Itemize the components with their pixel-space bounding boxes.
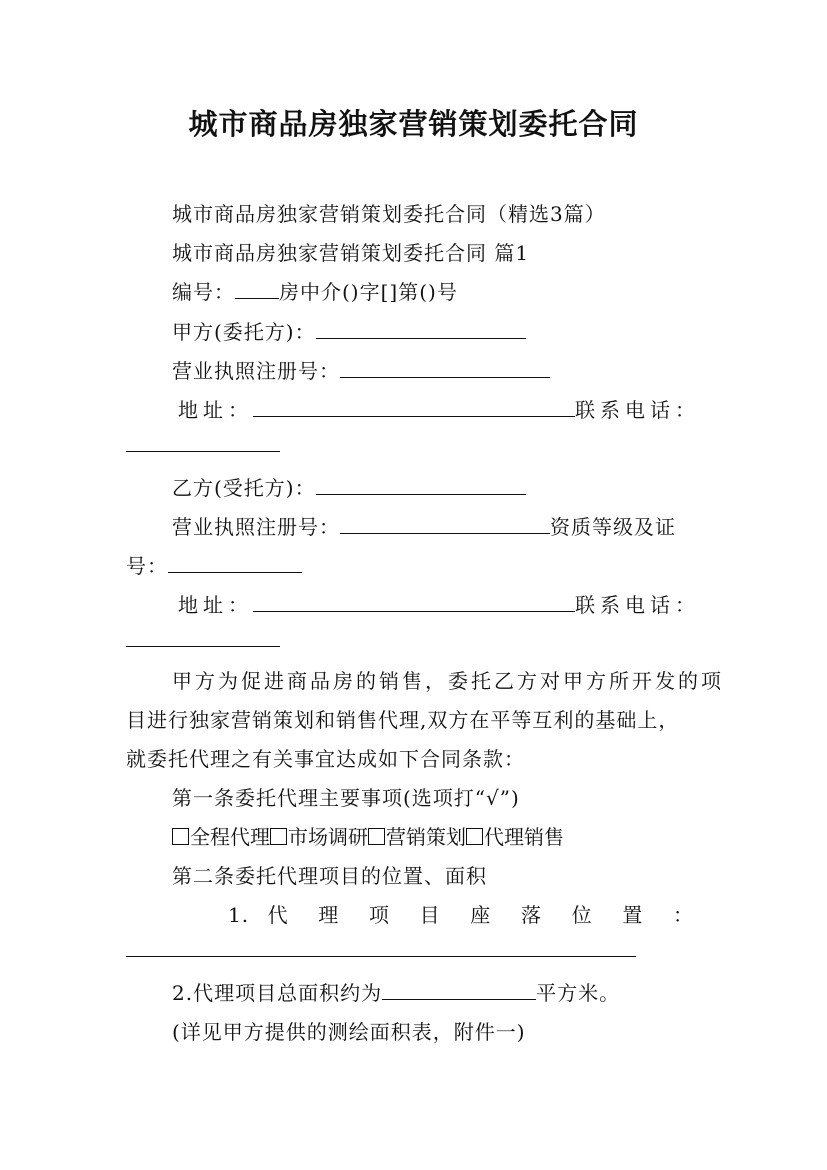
option-checkbox[interactable] — [270, 828, 287, 845]
license-a-label: 营业执照注册号： — [172, 359, 340, 383]
item-2-unit: 平方米。 — [536, 981, 621, 1005]
item-2-label: 2.代理项目总面积约为 — [172, 981, 383, 1005]
item-2-area — [172, 977, 620, 1006]
phone-b-label: 联系电话： — [575, 593, 700, 617]
qualification-label-cont: 号： — [126, 554, 168, 578]
license-b-label: 营业执照注册号： — [172, 515, 340, 539]
number-suffix: 房中介()字[]第()号 — [279, 280, 458, 304]
item-2-note: (详见甲方提供的测绘面积表，附件一) — [172, 1020, 526, 1044]
intro-paragraph-line-1: 甲方为促进商品房的销售，委托乙方对甲方所开发的项 — [172, 669, 724, 693]
phone-a-blank-line — [126, 433, 280, 457]
address-a-label: 地址： — [178, 398, 253, 422]
address-b-label: 地址： — [178, 593, 253, 617]
license-a-line — [172, 355, 550, 384]
party-b-label: 乙方(受托方)： — [172, 476, 316, 500]
phone-b-blank-line — [126, 628, 280, 652]
address-a-line — [178, 394, 700, 423]
party-a-blank — [316, 320, 526, 339]
phone-a-blank — [126, 433, 280, 452]
party-a-line — [172, 316, 526, 345]
article-1-heading: 第一条委托代理主要事项(选项打“√”) — [172, 786, 520, 810]
address-a-blank — [253, 398, 575, 417]
intro-paragraph-line-3: 就委托代理之有关事宜达成如下合同条款： — [126, 747, 525, 771]
intro-paragraph-line-2: 目进行独家营销策划和销售代理,双方在平等互利的基础上， — [126, 708, 680, 732]
item-1-location: 1. 代 理 项 目 座 落 位 置 ： — [228, 903, 694, 927]
document-title: 城市商品房独家营销策划委托合同 — [188, 107, 639, 141]
option-checkbox[interactable] — [368, 828, 385, 845]
address-b-line — [178, 589, 700, 618]
number-prefix: 编号： — [172, 280, 235, 304]
option-checkbox[interactable] — [466, 828, 483, 845]
qualification-line — [126, 550, 302, 579]
party-a-label: 甲方(委托方)： — [172, 320, 316, 344]
license-b-line — [172, 511, 676, 540]
number-blank — [235, 280, 279, 299]
option-label: 全程代理 — [190, 825, 270, 849]
item-1-blank-line — [126, 938, 636, 962]
part-heading: 城市商品房独家营销策划委托合同 篇1 — [172, 241, 530, 265]
party-b-blank — [316, 476, 526, 495]
qualification-label: 资质等级及证 — [550, 515, 676, 539]
phone-b-blank — [126, 628, 280, 647]
article-2-heading: 第二条委托代理项目的位置、面积 — [172, 864, 487, 888]
license-b-blank — [340, 515, 550, 534]
option-label: 营销策划 — [386, 825, 466, 849]
option-label: 市场调研 — [288, 825, 368, 849]
contract-number — [172, 276, 458, 305]
address-b-blank — [253, 593, 575, 612]
phone-a-label: 联系电话： — [575, 398, 700, 422]
option-list — [172, 821, 564, 850]
party-b-line — [172, 472, 526, 501]
area-blank — [382, 981, 536, 1000]
subtitle: 城市商品房独家营销策划委托合同（精选3篇） — [172, 202, 606, 226]
location-blank — [126, 938, 636, 957]
qualification-blank — [168, 554, 302, 573]
option-checkbox[interactable] — [172, 828, 189, 845]
license-a-blank — [340, 359, 550, 378]
option-label: 代理销售 — [484, 825, 564, 849]
